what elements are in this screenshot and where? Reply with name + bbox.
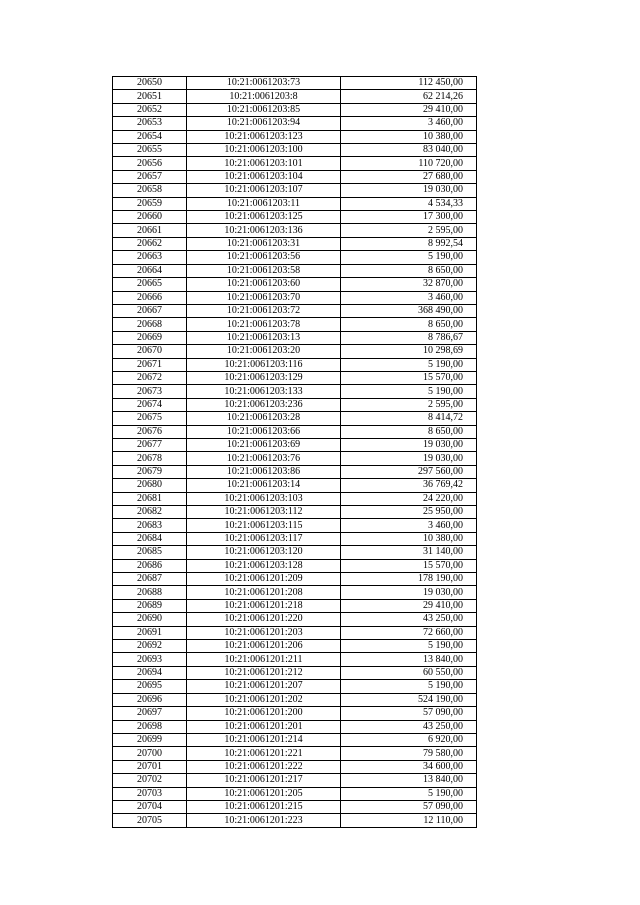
row-number-cell: 20673 <box>113 385 187 398</box>
table-row <box>113 438 477 451</box>
cadastral-number-cell: 10:21:0061203:120 <box>187 546 341 559</box>
value-cell: 297 560,00 <box>341 465 477 478</box>
table-row <box>113 653 477 666</box>
value-cell: 19 030,00 <box>341 184 477 197</box>
value-cell: 15 570,00 <box>341 559 477 572</box>
table-row <box>113 733 477 746</box>
row-number-cell: 20659 <box>113 197 187 210</box>
row-number-cell: 20697 <box>113 707 187 720</box>
row-number-cell: 20658 <box>113 184 187 197</box>
row-number-cell: 20705 <box>113 814 187 827</box>
table-row <box>113 130 477 143</box>
cadastral-number-cell: 10:21:0061203:85 <box>187 103 341 116</box>
row-number-cell: 20683 <box>113 519 187 532</box>
row-number-cell: 20686 <box>113 559 187 572</box>
table-row <box>113 251 477 264</box>
row-number-cell: 20664 <box>113 264 187 277</box>
value-cell: 4 534,33 <box>341 197 477 210</box>
table-row <box>113 479 477 492</box>
cadastral-number-cell: 10:21:0061203:14 <box>187 479 341 492</box>
row-number-cell: 20665 <box>113 278 187 291</box>
cadastral-number-cell: 10:21:0061201:202 <box>187 693 341 706</box>
cadastral-number-cell: 10:21:0061203:58 <box>187 264 341 277</box>
cadastral-number-cell: 10:21:0061201:214 <box>187 733 341 746</box>
table-row <box>113 318 477 331</box>
cadastral-number-cell: 10:21:0061203:136 <box>187 224 341 237</box>
value-cell: 43 250,00 <box>341 613 477 626</box>
cadastral-number-cell: 10:21:0061201:209 <box>187 573 341 586</box>
row-number-cell: 20703 <box>113 787 187 800</box>
table-row <box>113 814 477 827</box>
value-cell: 27 680,00 <box>341 170 477 183</box>
value-cell: 12 110,00 <box>341 814 477 827</box>
cadastral-number-cell: 10:21:0061201:205 <box>187 787 341 800</box>
table-body <box>113 77 477 828</box>
row-number-cell: 20666 <box>113 291 187 304</box>
row-number-cell: 20699 <box>113 733 187 746</box>
row-number-cell: 20688 <box>113 586 187 599</box>
cadastral-number-cell: 10:21:0061203:56 <box>187 251 341 264</box>
value-cell: 10 380,00 <box>341 130 477 143</box>
row-number-cell: 20662 <box>113 237 187 250</box>
table-row <box>113 412 477 425</box>
table-row <box>113 586 477 599</box>
table-row <box>113 345 477 358</box>
value-cell: 79 580,00 <box>341 747 477 760</box>
table-row <box>113 170 477 183</box>
table-row <box>113 358 477 371</box>
table-row <box>113 425 477 438</box>
row-number-cell: 20652 <box>113 103 187 116</box>
row-number-cell: 20678 <box>113 452 187 465</box>
table-row <box>113 559 477 572</box>
table-row <box>113 103 477 116</box>
table-row <box>113 573 477 586</box>
row-number-cell: 20655 <box>113 144 187 157</box>
cadastral-number-cell: 10:21:0061203:13 <box>187 331 341 344</box>
table-row <box>113 680 477 693</box>
value-cell: 29 410,00 <box>341 103 477 116</box>
cadastral-number-cell: 10:21:0061203:11 <box>187 197 341 210</box>
cadastral-number-cell: 10:21:0061203:86 <box>187 465 341 478</box>
value-cell: 83 040,00 <box>341 144 477 157</box>
value-cell: 8 650,00 <box>341 318 477 331</box>
row-number-cell: 20668 <box>113 318 187 331</box>
table-row <box>113 278 477 291</box>
table-row <box>113 707 477 720</box>
cadastral-number-cell: 10:21:0061203:31 <box>187 237 341 250</box>
row-number-cell: 20650 <box>113 77 187 90</box>
row-number-cell: 20657 <box>113 170 187 183</box>
value-cell: 5 190,00 <box>341 385 477 398</box>
cadastral-number-cell: 10:21:0061203:78 <box>187 318 341 331</box>
cadastral-number-cell: 10:21:0061203:28 <box>187 412 341 425</box>
value-cell: 19 030,00 <box>341 586 477 599</box>
row-number-cell: 20700 <box>113 747 187 760</box>
table-row <box>113 599 477 612</box>
cadastral-number-cell: 10:21:0061203:69 <box>187 438 341 451</box>
cadastral-number-cell: 10:21:0061201:218 <box>187 599 341 612</box>
value-cell: 57 090,00 <box>341 707 477 720</box>
table-row <box>113 787 477 800</box>
table-row <box>113 492 477 505</box>
table-row <box>113 747 477 760</box>
cadastral-number-cell: 10:21:0061201:206 <box>187 640 341 653</box>
value-cell: 62 214,26 <box>341 90 477 103</box>
cadastral-number-cell: 10:21:0061203:117 <box>187 532 341 545</box>
cadastral-number-cell: 10:21:0061203:8 <box>187 90 341 103</box>
row-number-cell: 20690 <box>113 613 187 626</box>
row-number-cell: 20656 <box>113 157 187 170</box>
value-cell: 5 190,00 <box>341 640 477 653</box>
row-number-cell: 20682 <box>113 506 187 519</box>
cadastral-number-cell: 10:21:0061201:207 <box>187 680 341 693</box>
table-row <box>113 613 477 626</box>
row-number-cell: 20674 <box>113 398 187 411</box>
value-cell: 2 595,00 <box>341 398 477 411</box>
value-cell: 110 720,00 <box>341 157 477 170</box>
value-cell: 60 550,00 <box>341 666 477 679</box>
cadastral-number-cell: 10:21:0061203:60 <box>187 278 341 291</box>
table-row <box>113 90 477 103</box>
cadastral-number-cell: 10:21:0061203:236 <box>187 398 341 411</box>
cadastral-number-cell: 10:21:0061203:125 <box>187 211 341 224</box>
row-number-cell: 20704 <box>113 800 187 813</box>
value-cell: 3 460,00 <box>341 291 477 304</box>
cadastral-number-cell: 10:21:0061203:72 <box>187 304 341 317</box>
cadastral-number-cell: 10:21:0061203:116 <box>187 358 341 371</box>
row-number-cell: 20687 <box>113 573 187 586</box>
value-cell: 43 250,00 <box>341 720 477 733</box>
cadastral-number-cell: 10:21:0061203:133 <box>187 385 341 398</box>
value-cell: 36 769,42 <box>341 479 477 492</box>
row-number-cell: 20696 <box>113 693 187 706</box>
value-cell: 15 570,00 <box>341 371 477 384</box>
table-row <box>113 693 477 706</box>
table-row <box>113 291 477 304</box>
cadastral-number-cell: 10:21:0061203:129 <box>187 371 341 384</box>
value-cell: 112 450,00 <box>341 77 477 90</box>
table-row <box>113 331 477 344</box>
cadastral-number-cell: 10:21:0061201:215 <box>187 800 341 813</box>
value-cell: 5 190,00 <box>341 787 477 800</box>
row-number-cell: 20676 <box>113 425 187 438</box>
table-row <box>113 506 477 519</box>
cadastral-number-cell: 10:21:0061203:66 <box>187 425 341 438</box>
row-number-cell: 20663 <box>113 251 187 264</box>
cadastral-number-cell: 10:21:0061201:220 <box>187 613 341 626</box>
value-cell: 3 460,00 <box>341 117 477 130</box>
value-cell: 72 660,00 <box>341 626 477 639</box>
row-number-cell: 20654 <box>113 130 187 143</box>
cadastral-number-cell: 10:21:0061203:115 <box>187 519 341 532</box>
cadastral-number-cell: 10:21:0061203:104 <box>187 170 341 183</box>
cadastral-number-cell: 10:21:0061203:100 <box>187 144 341 157</box>
row-number-cell: 20689 <box>113 599 187 612</box>
value-cell: 13 840,00 <box>341 653 477 666</box>
cadastral-number-cell: 10:21:0061203:103 <box>187 492 341 505</box>
table-row <box>113 532 477 545</box>
row-number-cell: 20681 <box>113 492 187 505</box>
value-cell: 8 650,00 <box>341 264 477 277</box>
value-cell: 25 950,00 <box>341 506 477 519</box>
cadastral-number-cell: 10:21:0061203:94 <box>187 117 341 130</box>
value-cell: 13 840,00 <box>341 774 477 787</box>
cadastral-number-cell: 10:21:0061201:200 <box>187 707 341 720</box>
value-cell: 19 030,00 <box>341 438 477 451</box>
cadastral-number-cell: 10:21:0061201:211 <box>187 653 341 666</box>
table-row <box>113 800 477 813</box>
table-row <box>113 519 477 532</box>
value-cell: 17 300,00 <box>341 211 477 224</box>
cadastral-number-cell: 10:21:0061201:212 <box>187 666 341 679</box>
row-number-cell: 20691 <box>113 626 187 639</box>
table-row <box>113 760 477 773</box>
cadastral-number-cell: 10:21:0061201:203 <box>187 626 341 639</box>
table-row <box>113 237 477 250</box>
table-row <box>113 720 477 733</box>
value-cell: 5 190,00 <box>341 251 477 264</box>
value-cell: 368 490,00 <box>341 304 477 317</box>
value-cell: 5 190,00 <box>341 358 477 371</box>
cadastral-number-cell: 10:21:0061201:217 <box>187 774 341 787</box>
table-row <box>113 117 477 130</box>
row-number-cell: 20695 <box>113 680 187 693</box>
value-cell: 10 298,69 <box>341 345 477 358</box>
table-row <box>113 546 477 559</box>
cadastral-number-cell: 10:21:0061203:73 <box>187 77 341 90</box>
row-number-cell: 20702 <box>113 774 187 787</box>
cadastral-number-cell: 10:21:0061201:223 <box>187 814 341 827</box>
value-cell: 19 030,00 <box>341 452 477 465</box>
cadastral-number-cell: 10:21:0061203:112 <box>187 506 341 519</box>
row-number-cell: 20694 <box>113 666 187 679</box>
table-row <box>113 452 477 465</box>
value-cell: 31 140,00 <box>341 546 477 559</box>
table-row <box>113 77 477 90</box>
table-row <box>113 144 477 157</box>
value-cell: 5 190,00 <box>341 680 477 693</box>
row-number-cell: 20660 <box>113 211 187 224</box>
value-cell: 178 190,00 <box>341 573 477 586</box>
table-row <box>113 398 477 411</box>
table-row <box>113 184 477 197</box>
cadastral-number-cell: 10:21:0061203:20 <box>187 345 341 358</box>
table-row <box>113 197 477 210</box>
table-row <box>113 666 477 679</box>
value-cell: 34 600,00 <box>341 760 477 773</box>
row-number-cell: 20651 <box>113 90 187 103</box>
value-cell: 2 595,00 <box>341 224 477 237</box>
value-cell: 8 786,67 <box>341 331 477 344</box>
row-number-cell: 20680 <box>113 479 187 492</box>
table-row <box>113 371 477 384</box>
row-number-cell: 20671 <box>113 358 187 371</box>
row-number-cell: 20672 <box>113 371 187 384</box>
value-cell: 3 460,00 <box>341 519 477 532</box>
row-number-cell: 20679 <box>113 465 187 478</box>
cadastral-number-cell: 10:21:0061203:101 <box>187 157 341 170</box>
cadastral-value-table <box>112 76 477 828</box>
value-cell: 6 920,00 <box>341 733 477 746</box>
cadastral-number-cell: 10:21:0061203:123 <box>187 130 341 143</box>
row-number-cell: 20684 <box>113 532 187 545</box>
row-number-cell: 20670 <box>113 345 187 358</box>
row-number-cell: 20693 <box>113 653 187 666</box>
row-number-cell: 20661 <box>113 224 187 237</box>
value-cell: 29 410,00 <box>341 599 477 612</box>
table-row <box>113 211 477 224</box>
table-row <box>113 304 477 317</box>
cadastral-number-cell: 10:21:0061201:221 <box>187 747 341 760</box>
cadastral-number-cell: 10:21:0061203:107 <box>187 184 341 197</box>
cadastral-number-cell: 10:21:0061203:70 <box>187 291 341 304</box>
row-number-cell: 20675 <box>113 412 187 425</box>
cadastral-number-cell: 10:21:0061201:222 <box>187 760 341 773</box>
value-cell: 24 220,00 <box>341 492 477 505</box>
cadastral-number-cell: 10:21:0061201:201 <box>187 720 341 733</box>
row-number-cell: 20698 <box>113 720 187 733</box>
row-number-cell: 20692 <box>113 640 187 653</box>
table-row <box>113 385 477 398</box>
table-row <box>113 224 477 237</box>
table-row <box>113 264 477 277</box>
value-cell: 10 380,00 <box>341 532 477 545</box>
cadastral-number-cell: 10:21:0061203:76 <box>187 452 341 465</box>
table-row <box>113 157 477 170</box>
cadastral-number-cell: 10:21:0061203:128 <box>187 559 341 572</box>
row-number-cell: 20653 <box>113 117 187 130</box>
row-number-cell: 20677 <box>113 438 187 451</box>
table-row <box>113 640 477 653</box>
value-cell: 8 650,00 <box>341 425 477 438</box>
row-number-cell: 20669 <box>113 331 187 344</box>
table-row <box>113 774 477 787</box>
value-cell: 32 870,00 <box>341 278 477 291</box>
value-cell: 8 992,54 <box>341 237 477 250</box>
table-row <box>113 465 477 478</box>
row-number-cell: 20701 <box>113 760 187 773</box>
value-cell: 57 090,00 <box>341 800 477 813</box>
row-number-cell: 20685 <box>113 546 187 559</box>
value-cell: 524 190,00 <box>341 693 477 706</box>
row-number-cell: 20667 <box>113 304 187 317</box>
cadastral-number-cell: 10:21:0061201:208 <box>187 586 341 599</box>
table-row <box>113 626 477 639</box>
value-cell: 8 414,72 <box>341 412 477 425</box>
